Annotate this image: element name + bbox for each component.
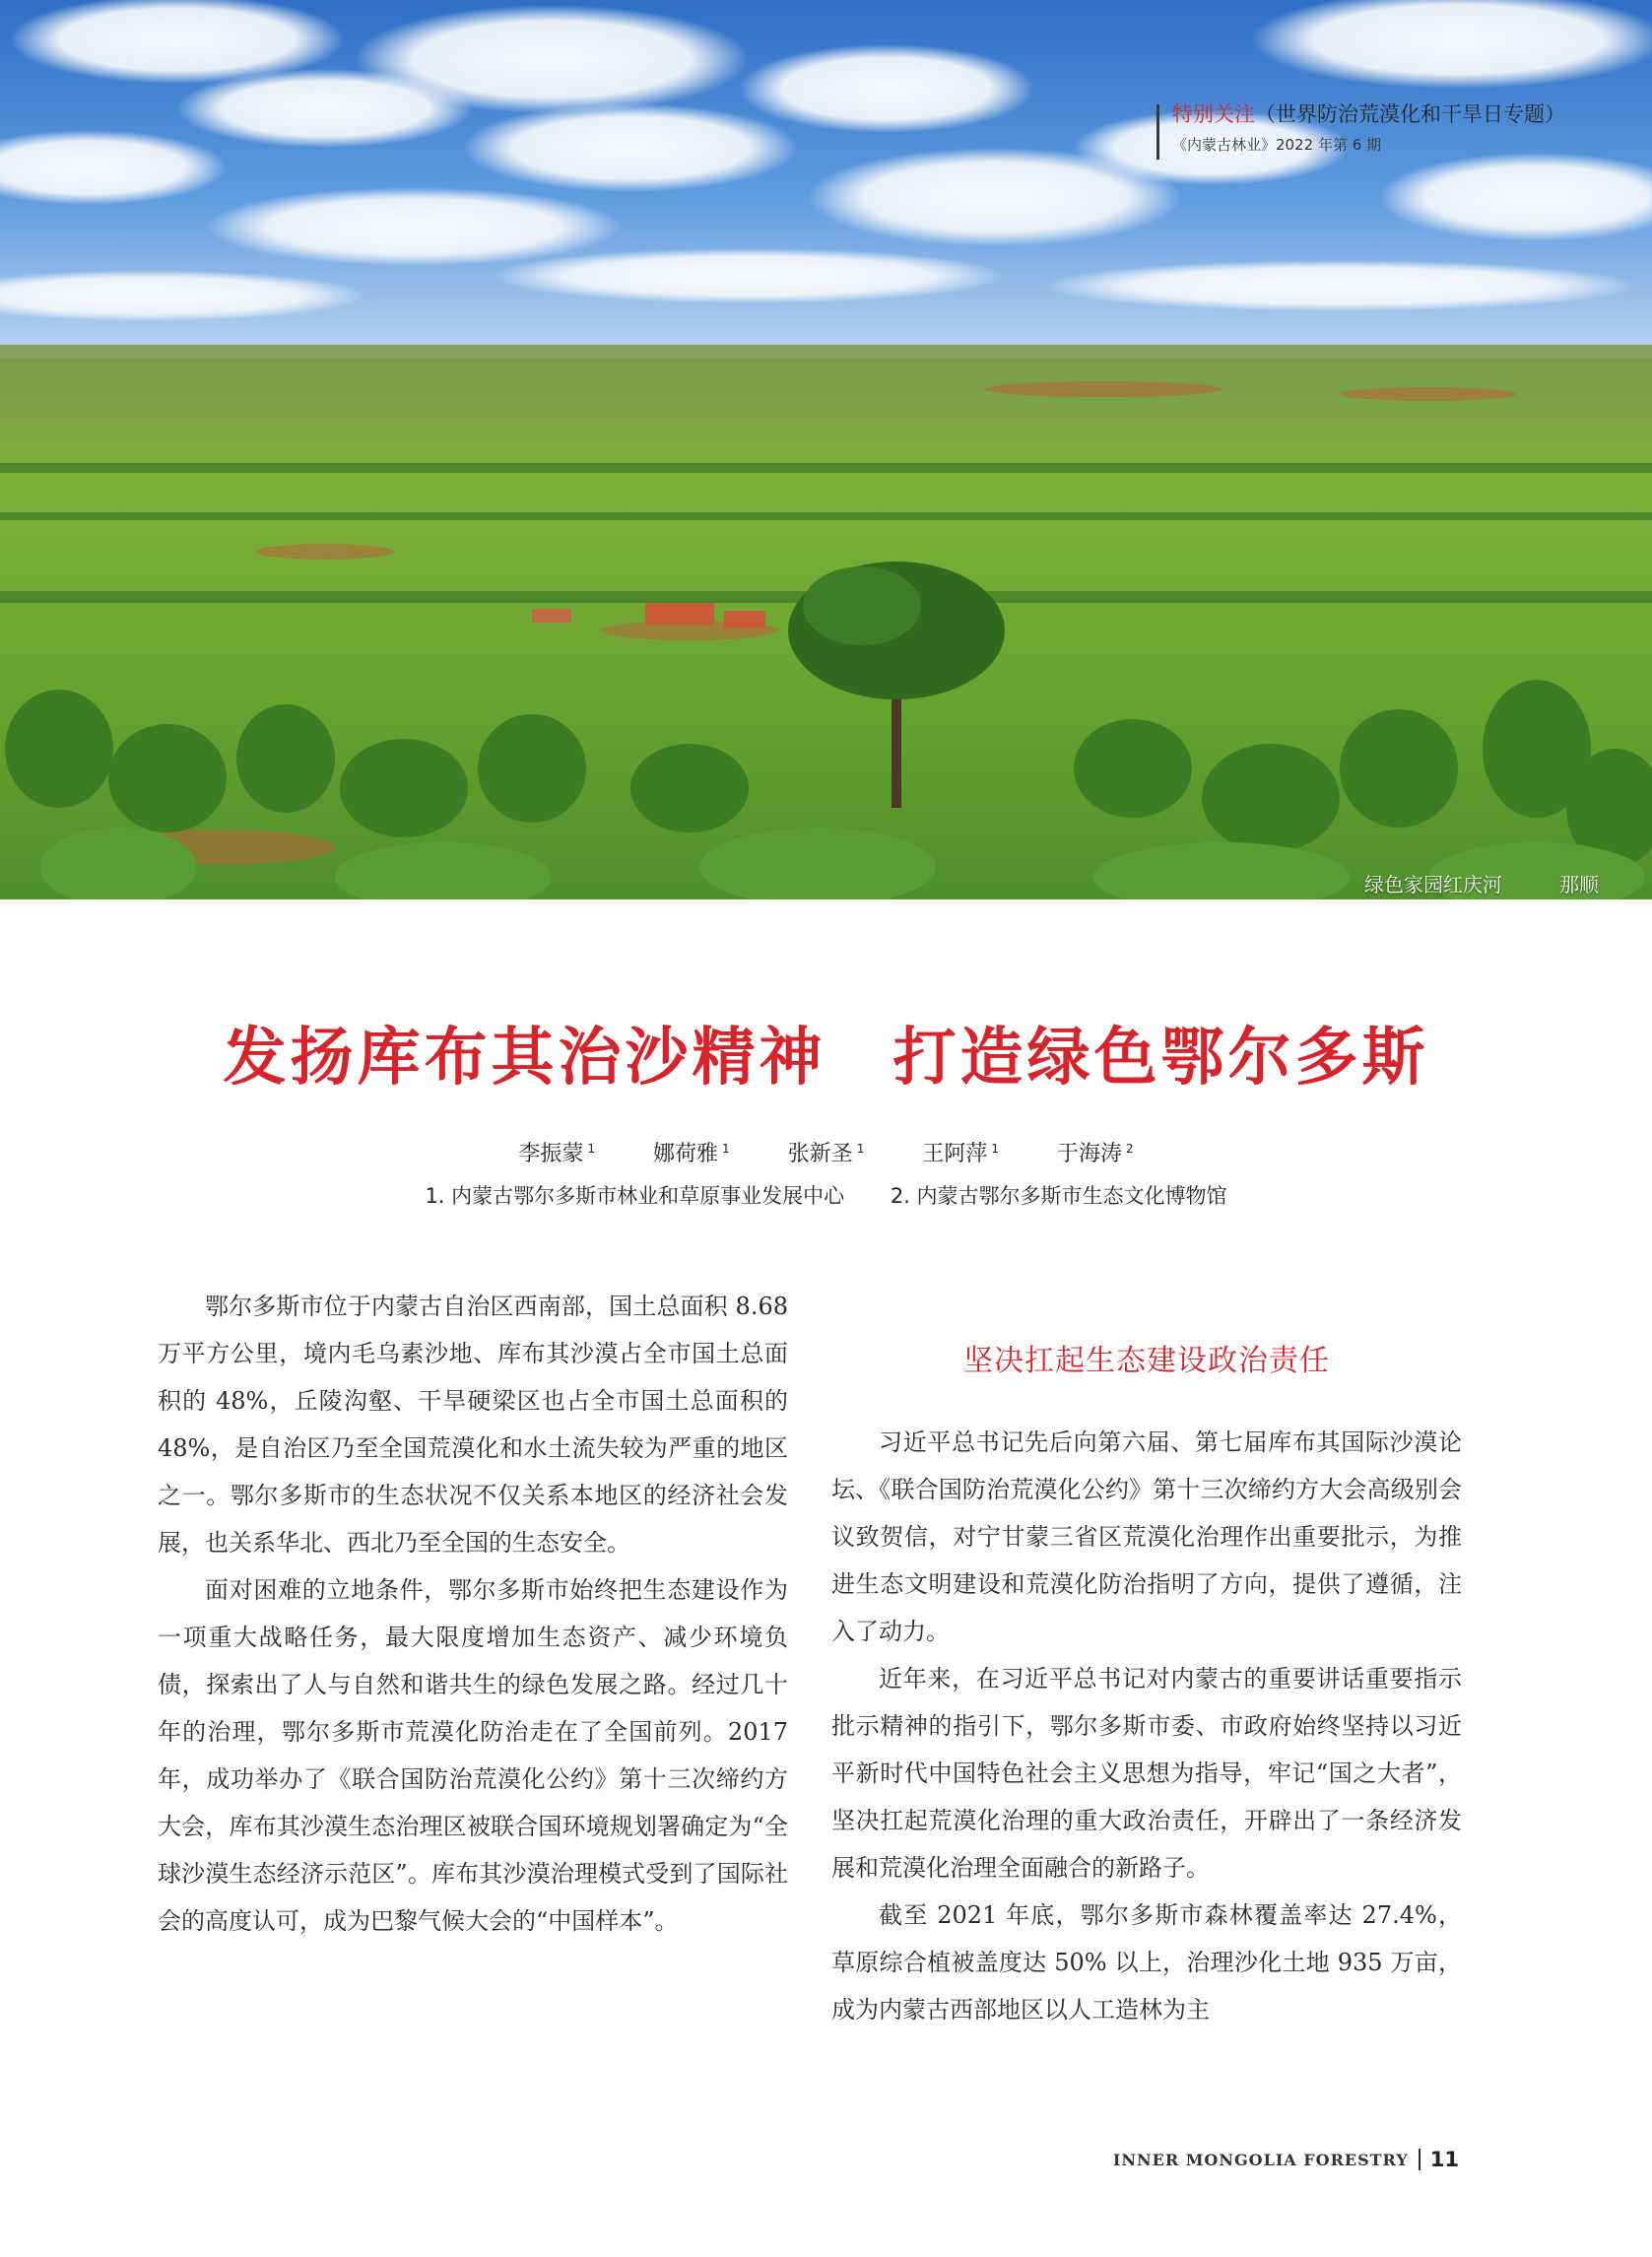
section-tag [1172, 99, 1565, 155]
page-number: 11 [1429, 2148, 1459, 2171]
author-name: 于海涛 [1056, 1142, 1122, 1166]
author [653, 1137, 730, 1167]
paragraph: 截至 2021 年底，鄂尔多斯市森林覆盖率达 27.4%，草原综合植被盖度达 50% 以上，治理沙化土地 935 万亩，成为内蒙古西部地区以人工造林为主 [831, 1901, 1462, 2024]
page-footer [1113, 2148, 1459, 2171]
body-column-left [158, 1283, 788, 1945]
section-label: 特别关注 [1172, 102, 1255, 126]
section-subheading: 坚决扛起生态建设政治责任 [963, 1344, 1330, 1378]
author-name: 娜荷雅 [653, 1142, 719, 1166]
affiliation: 2. 内蒙古鄂尔多斯市生态文化博物馆 [890, 1184, 1227, 1208]
paragraph: 面对困难的立地条件，鄂尔多斯市始终把生态建设作为一项重大战略任务，最大限度增加生态资产、减少环境负债，探索出了人与自然和谐共生的绿色发展之路。经过几十年的治理，鄂尔多斯市荒漠化防治走在了全国前列。2017 年，成功举办了《联合国防治荒漠化公约》第十三次缔约方大会，库布其沙漠生态治理区被联合国环境规划署确定为“全球沙漠生态经济示范区”。库布其沙漠治理模式受到了国际社会的高度认可，成为巴黎气候大会的“中国样本”。 [158, 1576, 788, 1935]
journal-name: INNER MONGOLIA FORESTRY [1112, 2150, 1409, 2169]
author-list [0, 1137, 1652, 1167]
article-title: 发扬库布其治沙精神 打造绿色鄂尔多斯 [223, 1021, 1429, 1095]
author-affil-mark: 2 [1126, 1141, 1134, 1156]
affiliations [0, 1180, 1652, 1210]
author [1057, 1137, 1134, 1167]
author [922, 1137, 999, 1167]
section-topic: （世界防治荒漠化和干旱日专题） [1255, 102, 1565, 126]
body-column-right [831, 1419, 1462, 2033]
hero-photo [0, 0, 1652, 899]
affiliation: 1. 内蒙古鄂尔多斯市林业和草原事业发展中心 [425, 1184, 845, 1208]
photo-caption: 绿色家园红庆河 [1364, 872, 1502, 896]
author-name: 李振蒙 [518, 1142, 584, 1166]
author-affil-mark: 1 [856, 1141, 865, 1156]
author-affil-mark: 1 [722, 1141, 730, 1156]
photo-credit [1364, 866, 1599, 899]
paragraph: 鄂尔多斯市位于内蒙古自治区西南部，国土总面积 8.68 万平方公里，境内毛乌素沙地、库布其沙漠占全市国土总面积的 48%，丘陵沟壑、干旱硬梁区也占全市国土总面积的 48%，是自治区乃至全国荒漠化和水土流失较为严重的地区之一。鄂尔多斯市的生态状况不仅关系本地区的经济社会发展，也关系华北、西北乃至全国的生态安全。 [158, 1293, 788, 1557]
section-tag-bar [1156, 104, 1159, 160]
section-title [1172, 99, 1565, 128]
author-name: 王阿萍 [922, 1142, 988, 1166]
paragraph: 习近平总书记先后向第六届、第七届库布其国际沙漠论坛、《联合国防治荒漠化公约》第十三次缔约方大会高级别会议致贺信，对宁甘蒙三省区荒漠化治理作出重要批示，为推进生态文明建设和荒漠化防治指明了方向，提供了遵循，注入了动力。 [831, 1428, 1462, 1645]
issue-label: 《内蒙古林业》2022 年第 6 期 [1172, 136, 1382, 154]
author-affil-mark: 1 [587, 1141, 596, 1156]
photographer: 那顺 [1559, 872, 1599, 896]
author-affil-mark: 1 [991, 1141, 999, 1156]
author-name: 张新圣 [787, 1142, 853, 1166]
author [788, 1137, 865, 1167]
footer-divider [1419, 2149, 1421, 2170]
author [518, 1137, 595, 1167]
paragraph: 近年来，在习近平总书记对内蒙古的重要讲话重要指示批示精神的指引下，鄂尔多斯市委、市政府始终坚持以习近平新时代中国特色社会主义思想为指导，牢记“国之大者”，坚决扛起荒漠化治理的重大政治责任，开辟出了一条经济发展和荒漠化治理全面融合的新路子。 [831, 1665, 1462, 1882]
